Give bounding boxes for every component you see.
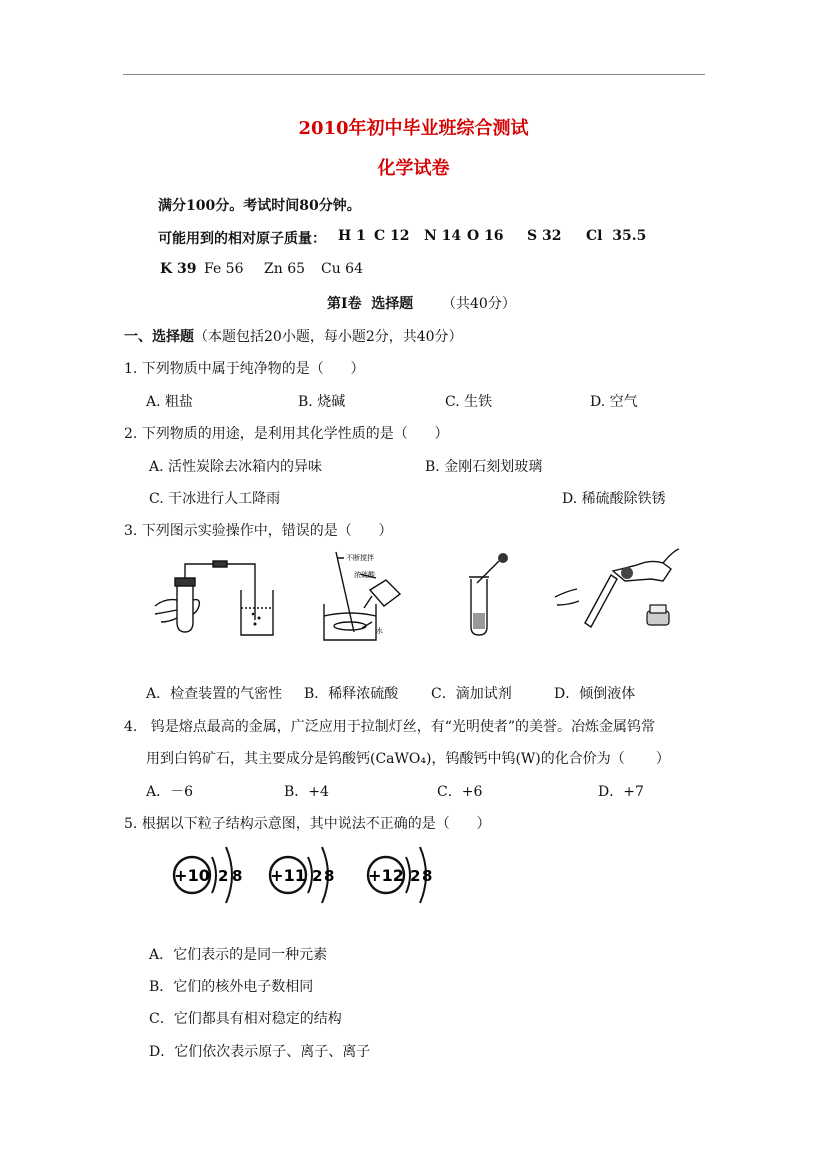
question-3-option-b: B．稀释浓硫酸 — [304, 686, 399, 702]
atomic-mass-o: O 16 — [467, 228, 504, 244]
stir-label: 不断搅拌 — [346, 554, 374, 562]
question-1-option-b: B. 烧碱 — [298, 394, 346, 410]
particle-3-shell-2: 8 — [422, 867, 433, 885]
question-2-option-a: A. 活性炭除去冰箱内的异味 — [149, 459, 323, 475]
question-2-stem: 2. 下列物质的用途，是利用其化学性质的是（ ） — [124, 426, 449, 442]
particle-2-shell-2: 8 — [324, 867, 335, 885]
particle-2-nucleus: +11 — [270, 866, 306, 885]
question-1-option-a: A. 粗盐 — [146, 394, 194, 410]
volume-score: （共40分） — [442, 296, 516, 312]
question-5-option-c: C．它们都具有相对稳定的结构 — [149, 1011, 342, 1027]
exam-title: 2010年初中毕业班综合测试 — [298, 118, 529, 139]
particle-1-shell-1: 2 — [218, 867, 229, 885]
airtightness-check-figure — [155, 560, 285, 640]
conc-acid-label: 浓硫酸 — [354, 571, 375, 579]
question-4-option-d: D．+7 — [598, 784, 644, 800]
particle-diagram-2 — [266, 843, 346, 908]
question-5-option-d: D．它们依次表示原子、离子、离子 — [149, 1044, 371, 1060]
question-3-stem: 3. 下列图示实验操作中，错误的是（ ） — [124, 523, 393, 539]
question-5-option-b: B．它们的核外电子数相同 — [149, 979, 314, 995]
atomic-mass-zn: Zn 65 — [264, 261, 306, 277]
part-heading — [124, 326, 463, 346]
dilute-sulfuric-acid-figure — [316, 550, 406, 645]
atomic-mass-cu: Cu 64 — [321, 261, 363, 277]
question-5-option-a: A．它们表示的是同一种元素 — [149, 947, 328, 963]
question-4-option-c: C．+6 — [437, 784, 483, 800]
particle-1-shell-2: 8 — [232, 867, 243, 885]
atomic-mass-label: 可能用到的相对原子质量： — [158, 231, 326, 247]
question-1-option-d: D. 空气 — [590, 394, 638, 410]
question-3-option-d: D．倾倒液体 — [554, 686, 636, 702]
question-4-stem-line2: 用到白钨矿石，其主要成分是钨酸钙(CaWO₄)，钨酸钙中钨(W)的化合价为（ ） — [146, 751, 670, 767]
part-heading-bold: 一、选择题 — [124, 329, 194, 345]
particle-3-shell-1: 2 — [410, 867, 421, 885]
question-2-option-c: C. 干冰进行人工降雨 — [149, 491, 281, 507]
question-4-stem-line1: 4. 钨是熔点最高的金属，广泛应用于拉制灯丝，有“光明使者”的美誉。冶炼金属钨常 — [124, 719, 656, 735]
atomic-mass-cl: Cl 35.5 — [586, 228, 647, 244]
particle-diagram-3 — [364, 843, 444, 908]
water-label: 水 — [376, 627, 383, 635]
question-2-option-b: B. 金刚石刻划玻璃 — [425, 459, 543, 475]
particle-2-shell-1: 2 — [312, 867, 323, 885]
question-3-option-a: A．检查装置的气密性 — [146, 686, 283, 702]
add-reagent-figure — [465, 555, 515, 640]
question-5-stem: 5. 根据以下粒子结构示意图，其中说法不正确的是（ ） — [124, 816, 491, 832]
volume-title: 第Ⅰ卷 选择题 — [327, 296, 414, 312]
question-1-stem: 1. 下列物质中属于纯净物的是（ ） — [124, 361, 365, 377]
atomic-mass-h: H 1 — [338, 228, 366, 244]
atomic-mass-n: N 14 — [424, 228, 462, 244]
atomic-mass-k: K 39 — [160, 261, 197, 277]
atomic-mass-fe: Fe 56 — [204, 261, 244, 277]
question-1-option-c: C. 生铁 — [445, 394, 493, 410]
pour-liquid-figure — [555, 545, 685, 635]
header-rule — [123, 74, 705, 75]
atomic-mass-s: S 32 — [527, 228, 562, 244]
particle-1-nucleus: +10 — [174, 866, 210, 885]
atomic-mass-c: C 12 — [374, 228, 410, 244]
question-4-option-b: B．+4 — [284, 784, 329, 800]
particle-3-nucleus: +12 — [368, 866, 404, 885]
question-2-option-d: D. 稀硫酸除铁锈 — [562, 491, 666, 507]
score-info: 满分100分。考试时间80分钟。 — [158, 198, 361, 214]
exam-subtitle: 化学试卷 — [377, 158, 450, 179]
question-4-option-a: A．－6 — [146, 784, 194, 800]
part-heading-note: （本题包括20小题，每小题2分，共40分） — [194, 329, 463, 345]
question-3-option-c: C．滴加试剂 — [431, 686, 512, 702]
particle-diagram-1 — [170, 843, 250, 908]
